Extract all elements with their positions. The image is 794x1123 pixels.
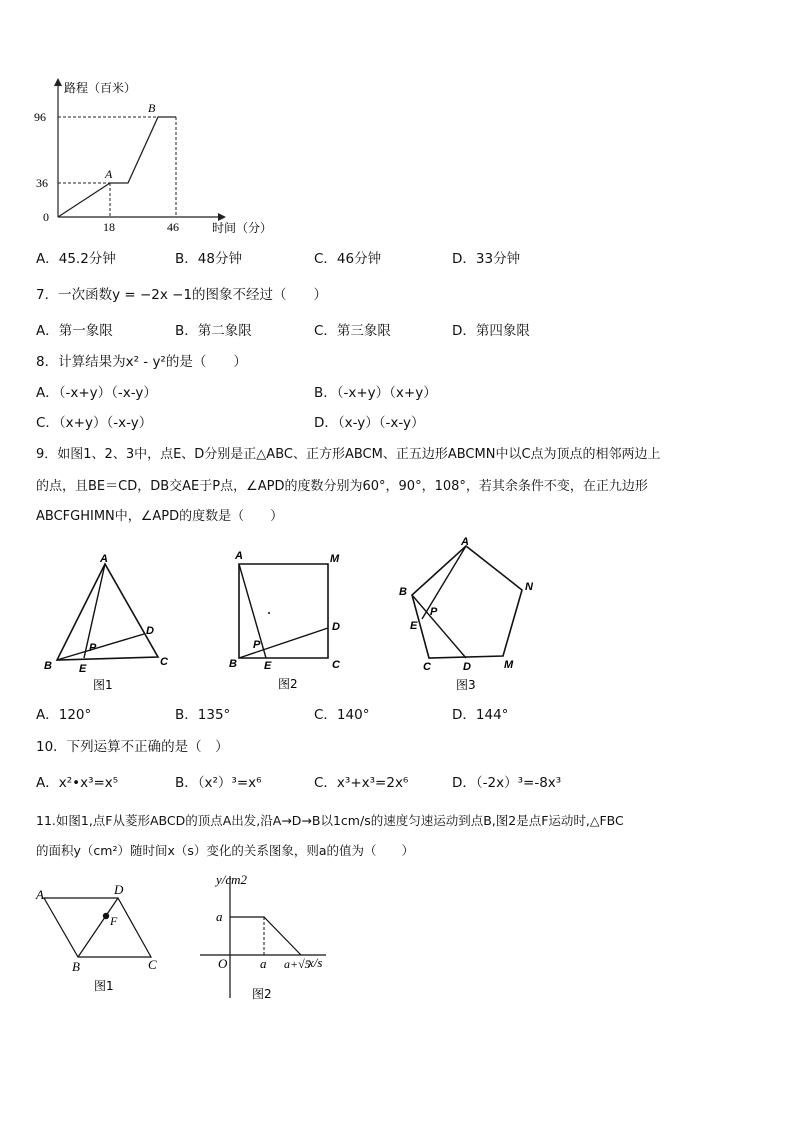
q11-stem-line-2: 的面积y（cm²）随时间x（s）变化的关系图象，则a的值为（ ） (36, 843, 415, 858)
rhombus-label-d: D (114, 882, 124, 897)
x-tick-18: 18 (103, 220, 115, 234)
fig2-label-m: M (330, 553, 340, 565)
q8-option-c[interactable]: C．（x+y）（-x-y） (36, 415, 153, 431)
q9-stem-line-2: 的点，且BE＝CD，DB交AE于P点，∠APD的度数分别为60°，90°，108°，若其余条件不变，在正九边形 (36, 479, 648, 494)
fig3-label-a: A (461, 536, 469, 548)
area-time-line (230, 917, 301, 955)
x-axis-label: 时间（分） (212, 221, 273, 235)
fig3-label-d: D (463, 661, 471, 673)
q9-stem-line-1: 9．如图1、2、3中，点E、D分别是正△ABC、正方形ABCM、正五边形ABCMN中以C点为顶点的相邻两边上 (36, 447, 661, 462)
rhombus-label-f: F (110, 914, 118, 928)
q7-option-b[interactable]: B．第二象限 (175, 323, 252, 339)
origin-label: O (218, 956, 228, 971)
q10-option-d[interactable]: D．（-2x）³=-8x³ (452, 775, 562, 791)
segment-ae (422, 546, 466, 619)
q6-option-b[interactable]: B．48分钟 (175, 251, 242, 267)
q7-option-c[interactable]: C．第三象限 (314, 323, 391, 339)
q10-option-b[interactable]: B．（x²）³=x⁶ (175, 775, 262, 791)
fig2-label-p: P (253, 639, 261, 651)
y-tick-36: 36 (36, 176, 48, 190)
rhombus-label-c: C (148, 957, 157, 972)
q9-figure-2-square (224, 546, 364, 696)
q10-option-a[interactable]: A．x²•x³=x⁵ (36, 775, 119, 791)
y-axis-arrow (54, 78, 62, 86)
fig2-label-a: A (235, 550, 243, 562)
fig3-label-n: N (525, 581, 533, 593)
q10-stem: 10．下列运算不正确的是（ ） (36, 739, 229, 755)
fig2-caption: 图2 (278, 677, 298, 691)
distance-time-line (58, 117, 176, 217)
y-tick-a: a (216, 909, 223, 924)
q7-option-d[interactable]: D．第四象限 (452, 323, 530, 339)
fig3-label-c: C (423, 661, 431, 673)
x-tick-a: a (260, 956, 267, 971)
q6-option-c[interactable]: C．46分钟 (314, 251, 382, 267)
y-axis-label: y/cm2 (216, 872, 248, 887)
point-b-label: B (148, 101, 156, 115)
x-tick-46: 46 (167, 220, 179, 234)
q8-stem: 8．计算结果为x² - y²的是（ ） (36, 354, 247, 370)
fig1-label-d: D (146, 625, 154, 637)
fig3-caption: 图3 (456, 678, 476, 692)
rhombus-label-b: B (72, 959, 80, 974)
q7-stem: 7．一次函数y = −2x −1的图象不经过（ ） (36, 287, 328, 303)
fig3-label-e: E (410, 620, 418, 632)
q8-option-a[interactable]: A．（-x+y）（-x-y） (36, 385, 157, 401)
x-tick-a-plus-root5: a+√5 (284, 957, 311, 971)
q10-option-c[interactable]: C．x³+x³=2x⁶ (314, 775, 409, 791)
q6-distance-time-graph (30, 74, 290, 242)
q6-option-a[interactable]: A．45.2分钟 (36, 251, 116, 267)
fig3-label-b: B (399, 586, 407, 598)
q11-fig1-caption: 图1 (94, 979, 114, 993)
rhombus-label-a: A (36, 887, 44, 902)
fig2-label-d: D (332, 621, 340, 633)
x-axis-arrow (218, 213, 226, 221)
q11-figure-2-graph (196, 868, 356, 1006)
q9-figure-1-triangle (38, 548, 188, 696)
q9-option-a[interactable]: A．120° (36, 707, 92, 723)
segment-bd (57, 634, 144, 660)
fig1-label-a: A (100, 553, 108, 565)
fig2-label-c: C (332, 659, 340, 671)
point-f (103, 913, 109, 919)
fig1-label-e: E (79, 663, 87, 675)
y-tick-0: 0 (43, 210, 49, 224)
fig1-label-c: C (160, 656, 168, 668)
q11-fig2-caption: 图2 (252, 987, 272, 1001)
center-dot (268, 612, 270, 614)
pentagon-abcmn (412, 546, 522, 658)
fig1-label-b: B (44, 660, 52, 672)
fig2-label-b: B (229, 658, 237, 670)
point-a-label: A (105, 167, 113, 181)
q9-option-c[interactable]: C．140° (314, 707, 370, 723)
q9-stem-line-3: ABCFGHIMN中，∠APD的度数是（ ） (36, 509, 284, 524)
fig3-label-p: P (430, 606, 438, 618)
q9-option-d[interactable]: D．144° (452, 707, 509, 723)
q6-option-d[interactable]: D．33分钟 (452, 251, 521, 267)
q11-figure-1-rhombus (34, 880, 174, 998)
q9-option-b[interactable]: B．135° (175, 707, 231, 723)
fig2-label-e: E (264, 660, 272, 672)
fig1-caption: 图1 (93, 678, 113, 692)
y-tick-96: 96 (34, 110, 46, 124)
fig3-label-m: M (504, 659, 514, 671)
x-axis-label: x/s (308, 955, 323, 970)
q11-stem-line-1: 11.如图1,点F从菱形ABCD的顶点A出发,沿A→D→B以1cm/s的速度匀速运动到点B,图2是点F运动时,△FBC (36, 813, 624, 828)
q8-option-d[interactable]: D．（x-y）（-x-y） (314, 415, 425, 431)
fig1-label-p: P (89, 642, 97, 654)
q7-option-a[interactable]: A．第一象限 (36, 323, 113, 339)
q8-option-b[interactable]: B．（-x+y）（x+y） (314, 385, 437, 401)
q9-figure-3-pentagon (394, 534, 544, 696)
y-axis-label: 路程（百米） (64, 81, 137, 95)
